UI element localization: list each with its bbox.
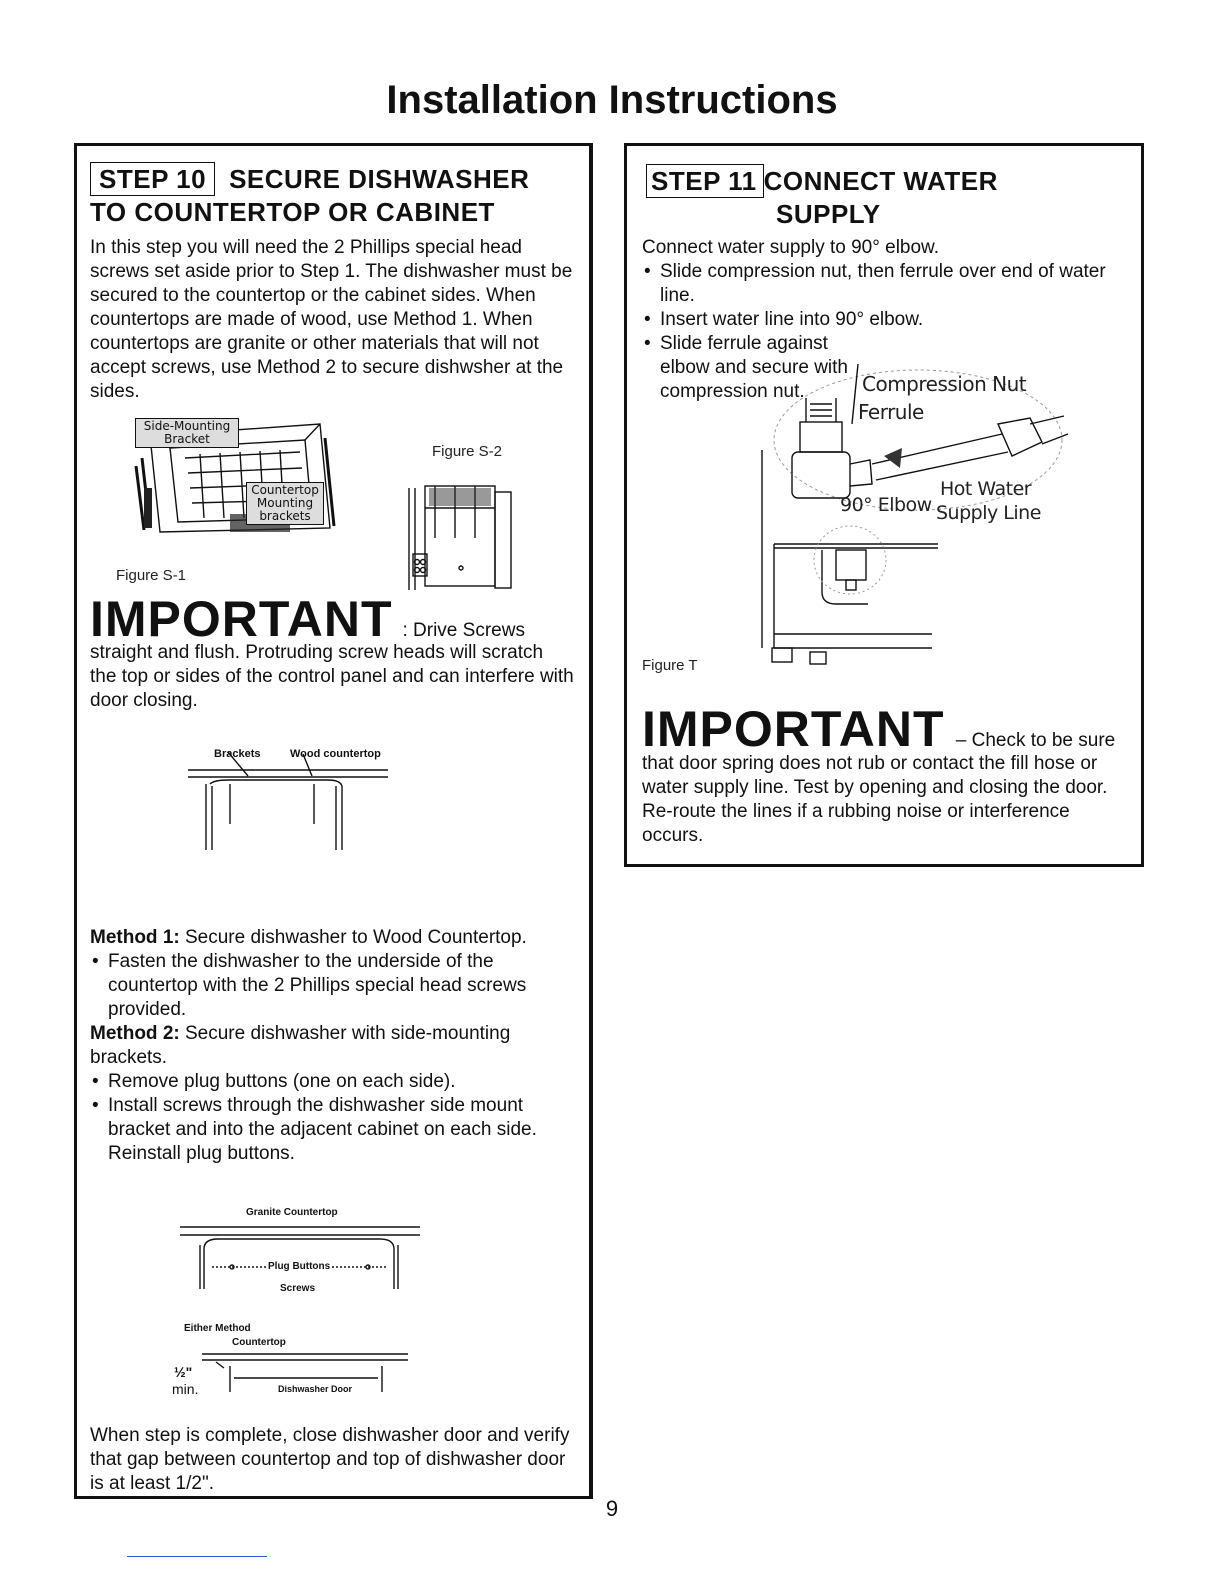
step-10-important bbox=[90, 590, 580, 648]
list-item: • Install screws through the dishwasher side mount bracket and into the adjacent cabinet on each side. Reinstall plug buttons. bbox=[90, 1094, 574, 1166]
step-10-badge: STEP 10 bbox=[90, 162, 215, 196]
granite-countertop-label: Granite Countertop bbox=[246, 1207, 338, 1218]
half-inch-label: ½" bbox=[174, 1364, 193, 1380]
footer-rule bbox=[127, 1556, 267, 1557]
step-11-badge: STEP 11 bbox=[646, 164, 764, 198]
methods-section bbox=[90, 926, 574, 1166]
hot-water-label: Hot Water bbox=[940, 478, 1032, 500]
method-2-text: Secure dishwasher with side-mounting brackets. bbox=[90, 1023, 511, 1068]
step-10-closing: When step is complete, close dishwasher door and verify that gap between countertop and top of dishwasher door is at least 1/2". bbox=[90, 1425, 570, 1494]
step-10-heading-line2: TO COUNTERTOP OR CABINET bbox=[90, 197, 495, 227]
step-11-important-tail: – Check to be sure bbox=[950, 730, 1116, 751]
page-title: Installation Instructions bbox=[386, 78, 838, 122]
step-10-intro: In this step you will need the 2 Phillips special head screws set aside prior to Step 1. The dishwasher must be secured to the countertop or the cabinet sides. When countertops are made of wood, use Method 1. When countertops are granite or other materials that will not accept screws, use Method 2 to secure dishwsher at the sides. bbox=[90, 237, 573, 402]
method-1-bullets bbox=[90, 950, 574, 1022]
figure-t-caption: Figure T bbox=[642, 657, 698, 674]
step-10-important-tail: : Drive Screws bbox=[402, 620, 525, 641]
method-1-label: Method 1: bbox=[90, 927, 180, 948]
method-2-bullets bbox=[90, 1070, 574, 1166]
step-11-heading bbox=[646, 164, 1126, 230]
countertop-mounting-brackets-label: Countertop Mounting brackets bbox=[246, 482, 324, 525]
dishwasher-door-label: Dishwasher Door bbox=[278, 1384, 353, 1394]
either-method-label: Either Method bbox=[184, 1323, 251, 1334]
compression-nut-label: Compression Nut bbox=[862, 372, 1027, 396]
step-10-heading bbox=[90, 162, 580, 228]
countertop-label: Countertop bbox=[232, 1337, 286, 1348]
brackets-label: Brackets bbox=[214, 748, 261, 760]
step-10-heading-line1: SECURE DISHWASHER bbox=[229, 164, 530, 194]
supply-line-label: Supply Line bbox=[936, 502, 1041, 524]
figure-s2-caption: Figure S-2 bbox=[432, 443, 503, 460]
page-number: 9 bbox=[605, 1496, 619, 1521]
list-item: • Slide compression nut, then ferrule over end of water line. bbox=[642, 260, 1126, 308]
step-11-intro: Connect water supply to 90° elbow. bbox=[642, 237, 939, 258]
screws-label: Screws bbox=[280, 1283, 316, 1294]
side-mounting-bracket-label: Side-Mounting Bracket bbox=[135, 418, 239, 448]
list-item: • Remove plug buttons (one on each side). bbox=[90, 1070, 574, 1094]
step-11-important bbox=[642, 700, 1132, 758]
min-label: min. bbox=[172, 1381, 199, 1397]
list-item: • Fasten the dishwasher to the underside of the countertop with the 2 Phillips special head screws provided. bbox=[90, 950, 574, 1022]
granite-countertop-diagram bbox=[180, 1205, 420, 1295]
figure-s1-caption: Figure S-1 bbox=[116, 567, 187, 584]
step-11-important-word: IMPORTANT bbox=[642, 701, 945, 757]
elbow-label: 90° Elbow bbox=[840, 494, 932, 516]
figure-s2-illustration bbox=[405, 478, 517, 596]
list-item: • Insert water line into 90° elbow. bbox=[642, 308, 1126, 332]
step-11-important-body: that door spring does not rub or contact the fill hose or water supply line. Test by opening and closing the door. Re-route the lines if a rubbing noise or interference occurs. bbox=[642, 753, 1108, 846]
wood-countertop-label: Wood countertop bbox=[290, 748, 381, 760]
ferrule-label: Ferrule bbox=[858, 400, 924, 424]
step-10-important-word: IMPORTANT bbox=[90, 591, 393, 647]
method-1-text: Secure dishwasher to Wood Countertop. bbox=[179, 927, 527, 948]
step-10-important-body: straight and flush. Protruding screw heads will scratch the top or sides of the control panel and can interfere with door closing. bbox=[90, 642, 574, 711]
method-2-label: Method 2: bbox=[90, 1023, 180, 1044]
list-item: • Slide ferrule against elbow and secure with compression nut. bbox=[642, 332, 860, 404]
step-11-heading-line1: CONNECT WATER bbox=[763, 166, 998, 196]
plug-buttons-label: Plug Buttons bbox=[268, 1261, 331, 1272]
step-11-heading-line2: SUPPLY bbox=[776, 199, 881, 229]
